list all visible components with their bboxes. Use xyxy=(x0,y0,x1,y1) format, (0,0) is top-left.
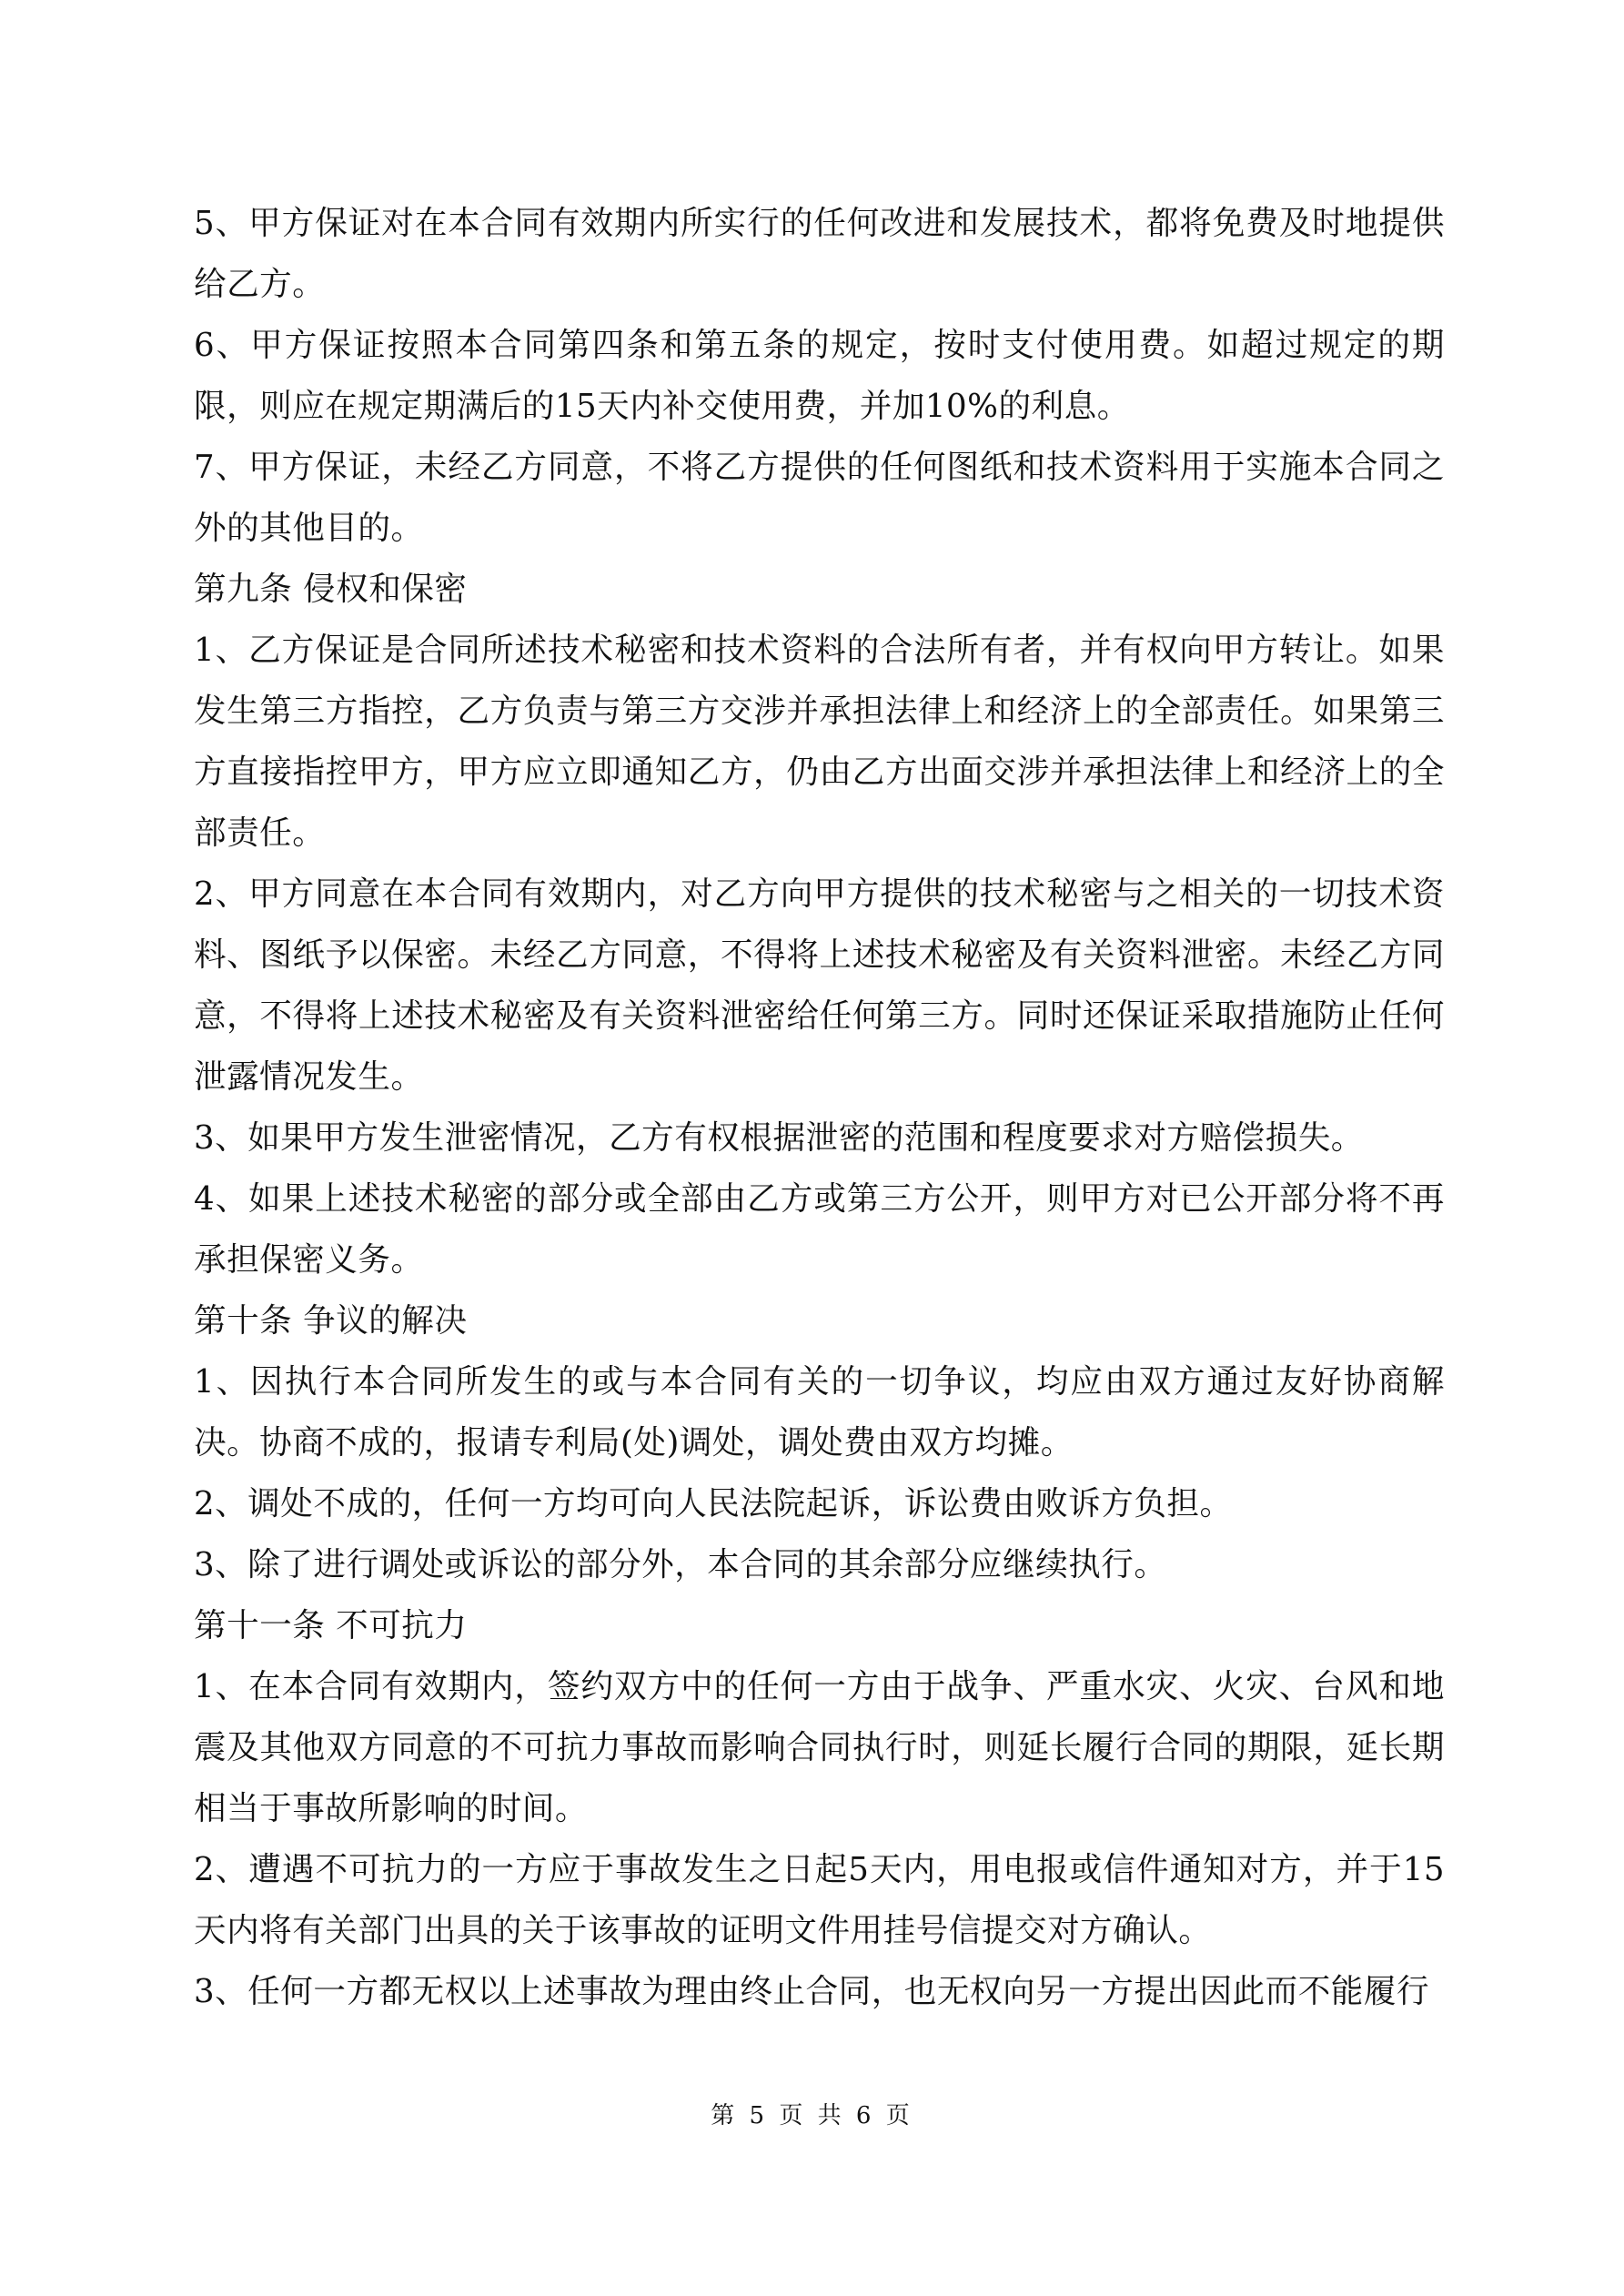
clause-9-item-3: 3、如果甲方发生泄密情况，乙方有权根据泄密的范围和程度要求对方赔偿损失。 xyxy=(194,1119,1364,1157)
section-heading-article-10: 第十条 争议的解决 xyxy=(194,1302,468,1340)
contract-body xyxy=(194,193,1445,2022)
clause-9-item-2: 2、甲方同意在本合同有效期内，对乙方向甲方提供的技术秘密与之相关的一切技术资料、图纸予以保密。未经乙方同意，不得将上述技术秘密及有关资料泄密。未经乙方同意，不得将上述技术秘密及有关资料泄密给任何第三方。同时还保证采取措施防止任何泄露情况发生。 xyxy=(194,875,1445,1096)
clause-10-item-1: 1、因执行本合同所发生的或与本合同有关的一切争议，均应由双方通过友好协商解决。协商不成的，报请专利局(处)调处，调处费由双方均摊。 xyxy=(194,1363,1445,1462)
clause-9-item-1: 1、乙方保证是合同所述技术秘密和技术资料的合法所有者，并有权向甲方转让。如果发生第三方指控，乙方负责与第三方交涉并承担法律上和经济上的全部责任。如果第三方直接指控甲方，甲方应立即通知乙方，仍由乙方出面交涉并承担法律上和经济上的全部责任。 xyxy=(194,632,1445,852)
clause-11-item-3: 3、任何一方都无权以上述事故为理由终止合同，也无权向另一方提出因此而不能履行 xyxy=(194,1973,1430,2010)
clause-8-item-5: 5、甲方保证对在本合同有效期内所实行的任何改进和发展技术，都将免费及时地提供给乙方。 xyxy=(194,205,1445,303)
clause-11-item-2: 2、遭遇不可抗力的一方应于事故发生之日起5天内，用电报或信件通知对方，并于15天内将有关部门出具的关于该事故的证明文件用挂号信提交对方确认。 xyxy=(194,1851,1445,1949)
page-number-footer: 第 5 页 共 6 页 xyxy=(711,2102,913,2129)
clause-9-item-4: 4、如果上述技术秘密的部分或全部由乙方或第三方公开，则甲方对已公开部分将不再承担保密义务。 xyxy=(194,1180,1445,1279)
section-heading-article-9: 第九条 侵权和保密 xyxy=(194,571,468,608)
clause-8-item-7: 7、甲方保证，未经乙方同意，不将乙方提供的任何图纸和技术资料用于实施本合同之外的其他目的。 xyxy=(194,449,1445,547)
section-heading-article-11: 第十一条 不可抗力 xyxy=(194,1607,468,1644)
clause-10-item-2: 2、调处不成的，任何一方均可向人民法院起诉，诉讼费由败诉方负担。 xyxy=(194,1485,1233,1522)
clause-11-item-1: 1、在本合同有效期内，签约双方中的任何一方由于战争、严重水灾、火灾、台风和地震及其他双方同意的不可抗力事故而影响合同执行时，则延长履行合同的期限，延长期相当于事故所影响的时间。 xyxy=(194,1668,1445,1827)
clause-10-item-3: 3、除了进行调处或诉讼的部分外，本合同的其余部分应继续执行。 xyxy=(194,1546,1167,1583)
clause-8-item-6: 6、甲方保证按照本合同第四条和第五条的规定，按时支付使用费。如超过规定的期限，则应在规定期满后的15天内补交使用费，并加10%的利息。 xyxy=(194,327,1445,425)
